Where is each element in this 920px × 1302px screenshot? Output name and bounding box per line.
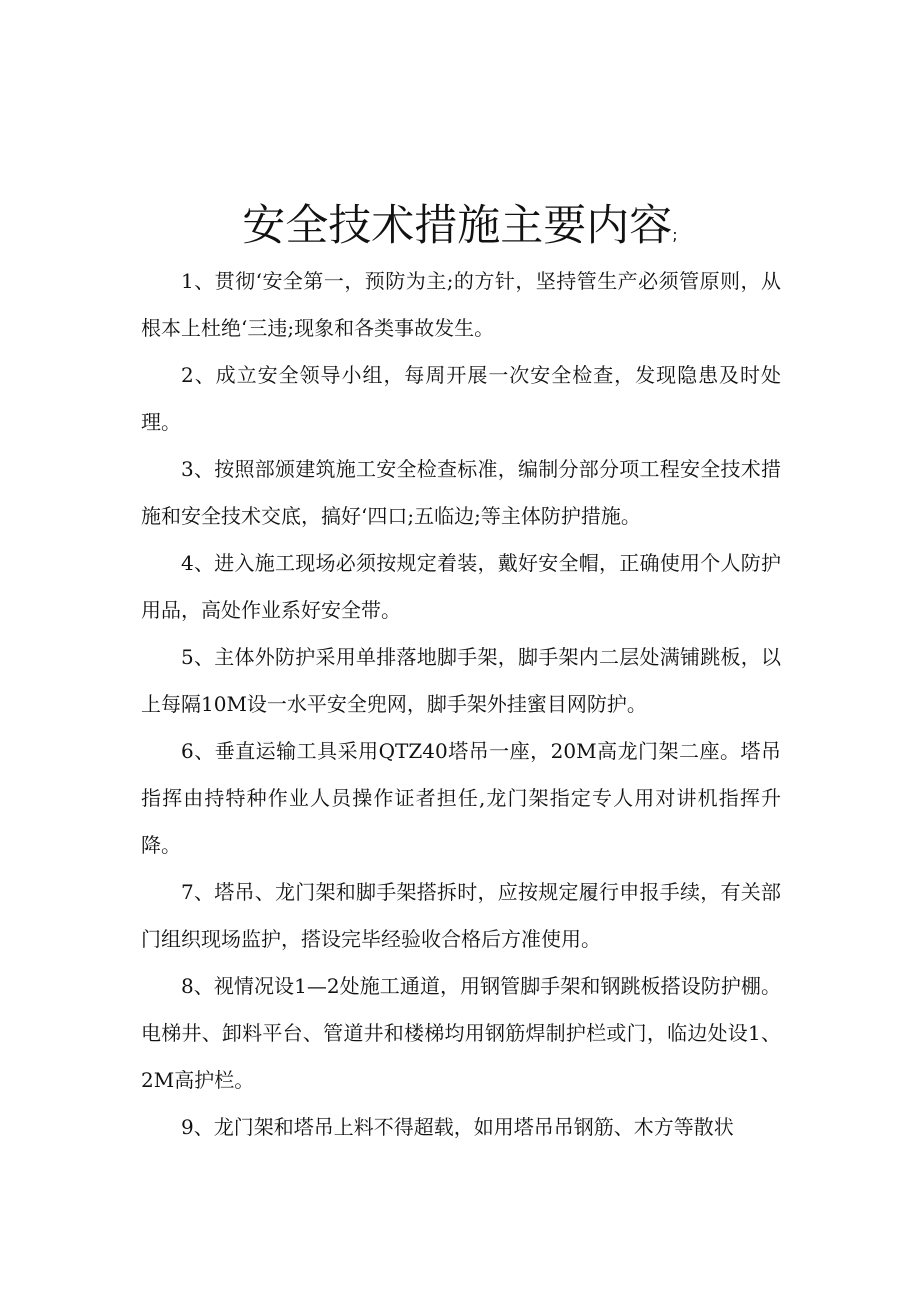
page-title-suffix: ;: [672, 225, 678, 244]
paragraph-3: 3、按照部颁建筑施工安全检查标准，编制分部分项工程安全技术措施和安全技术交底，搞好‘四口;五临边;等主体防护措施。: [141, 457, 781, 528]
paragraph-2: 2、成立安全领导小组，每周开展一次安全检查，发现隐患及时处理。: [141, 363, 781, 434]
paragraph-4: 4、进入施工现场必须按规定着装，戴好安全帽，正确使用个人防护用品，高处作业系好安全带。: [141, 551, 781, 622]
paragraph-9: 9、龙门架和塔吊上料不得超载，如用塔吊吊钢筋、木方等散状: [181, 1115, 734, 1139]
page-title: [0, 196, 920, 265]
document-body: [141, 258, 781, 1151]
paragraph-1: 1、贯彻‘安全第一，预防为主;的方针，坚持管生产必须管原则，从根本上杜绝‘三违;现象和各类事故发生。: [141, 269, 781, 340]
paragraph-7: 7、塔吊、龙门架和脚手架搭拆时，应按规定履行申报手续，有关部门组织现场监护，搭设完毕经验收合格后方准使用。: [141, 880, 781, 951]
paragraph-6: 6、垂直运输工具采用QTZ40塔吊一座，20M高龙门架二座。塔吊指挥由持特种作业人员操作证者担任,龙门架指定专人用对讲机指挥升降。: [141, 739, 781, 857]
paragraph-8: 8、视情况设1—2处施工通道，用钢管脚手架和钢跳板搭设防护棚。电梯井、卸料平台、管道井和楼梯均用钢筋焊制护栏或门，临边处设1、2M高护栏。: [141, 974, 781, 1092]
page-title-text: 安全技术措施主要内容: [242, 201, 673, 251]
paragraph-5: 5、主体外防护采用单排落地脚手架，脚手架内二层处满铺跳板，以上每隔10M设一水平安全兜网，脚手架外挂蜜目网防护。: [141, 645, 781, 716]
